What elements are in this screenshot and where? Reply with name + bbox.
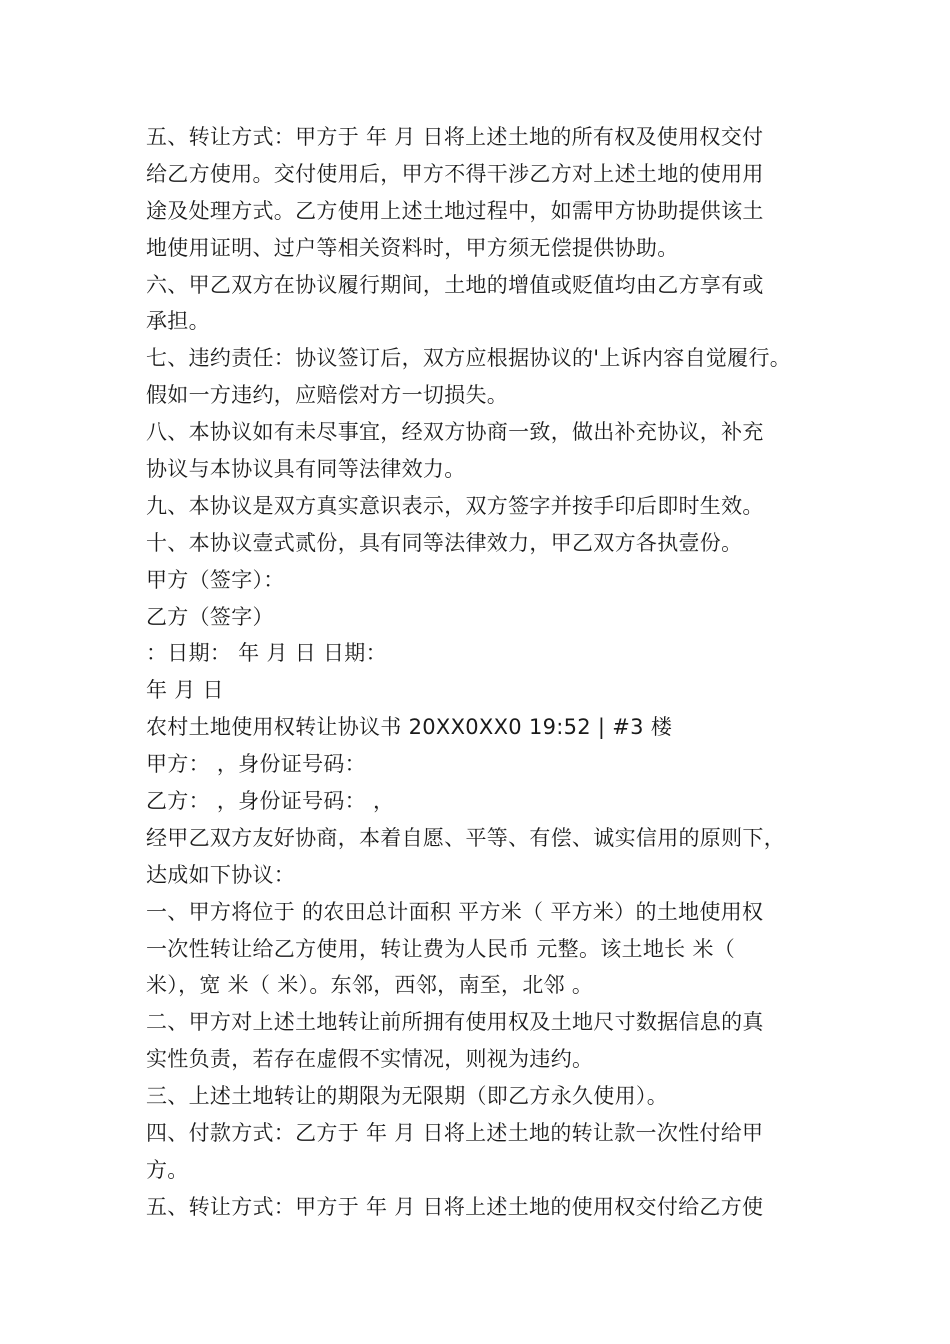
text-line: 六、甲乙双方在协议履行期间，土地的增值或贬值均由乙方享有或 [146,272,764,297]
text-line: 协议与本协议具有同等法律效力。 [146,457,466,482]
text-line: 经甲乙双方友好协商，本着自愿、平等、有偿、诚实信用的原则下， [146,825,785,850]
date-line: ：日期： 年 月 日 日期： [146,641,387,666]
signature-line-party-a: 甲方（签字）： [146,567,285,592]
text-line: 五、转让方式：甲方于 年 月 日将上述土地的使用权交付给乙方使 [146,1194,764,1219]
date-line: 年 月 日 [146,678,224,703]
text-line: 九、本协议是双方真实意识表示，双方签字并按手印后即时生效。 [146,493,764,518]
text-line: 五、转让方式：甲方于 年 月 日将上述土地的所有权及使用权交付 [146,125,764,149]
text-line: 给乙方使用。交付使用后，甲方不得干涉乙方对上述土地的使用用 [146,161,764,186]
text-line: 一次性转让给乙方使用，转让费为人民币 元整。该土地长 米（ [146,936,736,961]
text-line: 七、违约责任：协议签订后，双方应根据协议的'上诉内容自觉履行。 [146,346,792,371]
text-line: 达成如下协议： [146,862,296,887]
section-title: 农村土地使用权转让协议书 20XX0XX0 19:52 | #3 楼 [146,715,673,740]
text-line: 米），宽 米（ 米）。东邻，西邻，南至，北邻 。 [146,973,594,998]
document-body [146,119,846,1226]
text-line: 三、上述土地转让的期限为无限期（即乙方永久使用）。 [146,1084,668,1109]
text-line: 十、本协议壹式贰份，具有同等法律效力，甲乙双方各执壹份。 [146,530,743,555]
text-line: 二、甲方对上述土地转让前所拥有使用权及土地尺寸数据信息的真 [146,1010,764,1035]
text-line: 承担。 [146,309,210,334]
text-line: 假如一方违约，应赔偿对方一切损失。 [146,383,509,408]
text-line: 八、本协议如有未尽事宜，经双方协商一致，做出补充协议，补充 [146,420,764,445]
text-line: 四、付款方式：乙方于 年 月 日将上述土地的转让款一次性付给甲 [146,1121,764,1146]
text-line: 乙方： ，身份证号码： ， [146,789,395,814]
text-line: 方。 [146,1157,189,1182]
text-line: 实性负责，若存在虚假不实情况，则视为违约。 [146,1047,594,1072]
text-line: 地使用证明、过户等相关资料时，甲方须无偿提供协助。 [146,235,679,260]
text-line: 一、甲方将位于 的农田总计面积 平方米（ 平方米）的土地使用权 [146,899,764,924]
signature-line-party-b: 乙方（签字） [146,604,274,629]
text-line: 途及处理方式。乙方使用上述土地过程中，如需甲方协助提供该土 [146,198,764,223]
text-line: 甲方： ，身份证号码： [146,752,366,777]
